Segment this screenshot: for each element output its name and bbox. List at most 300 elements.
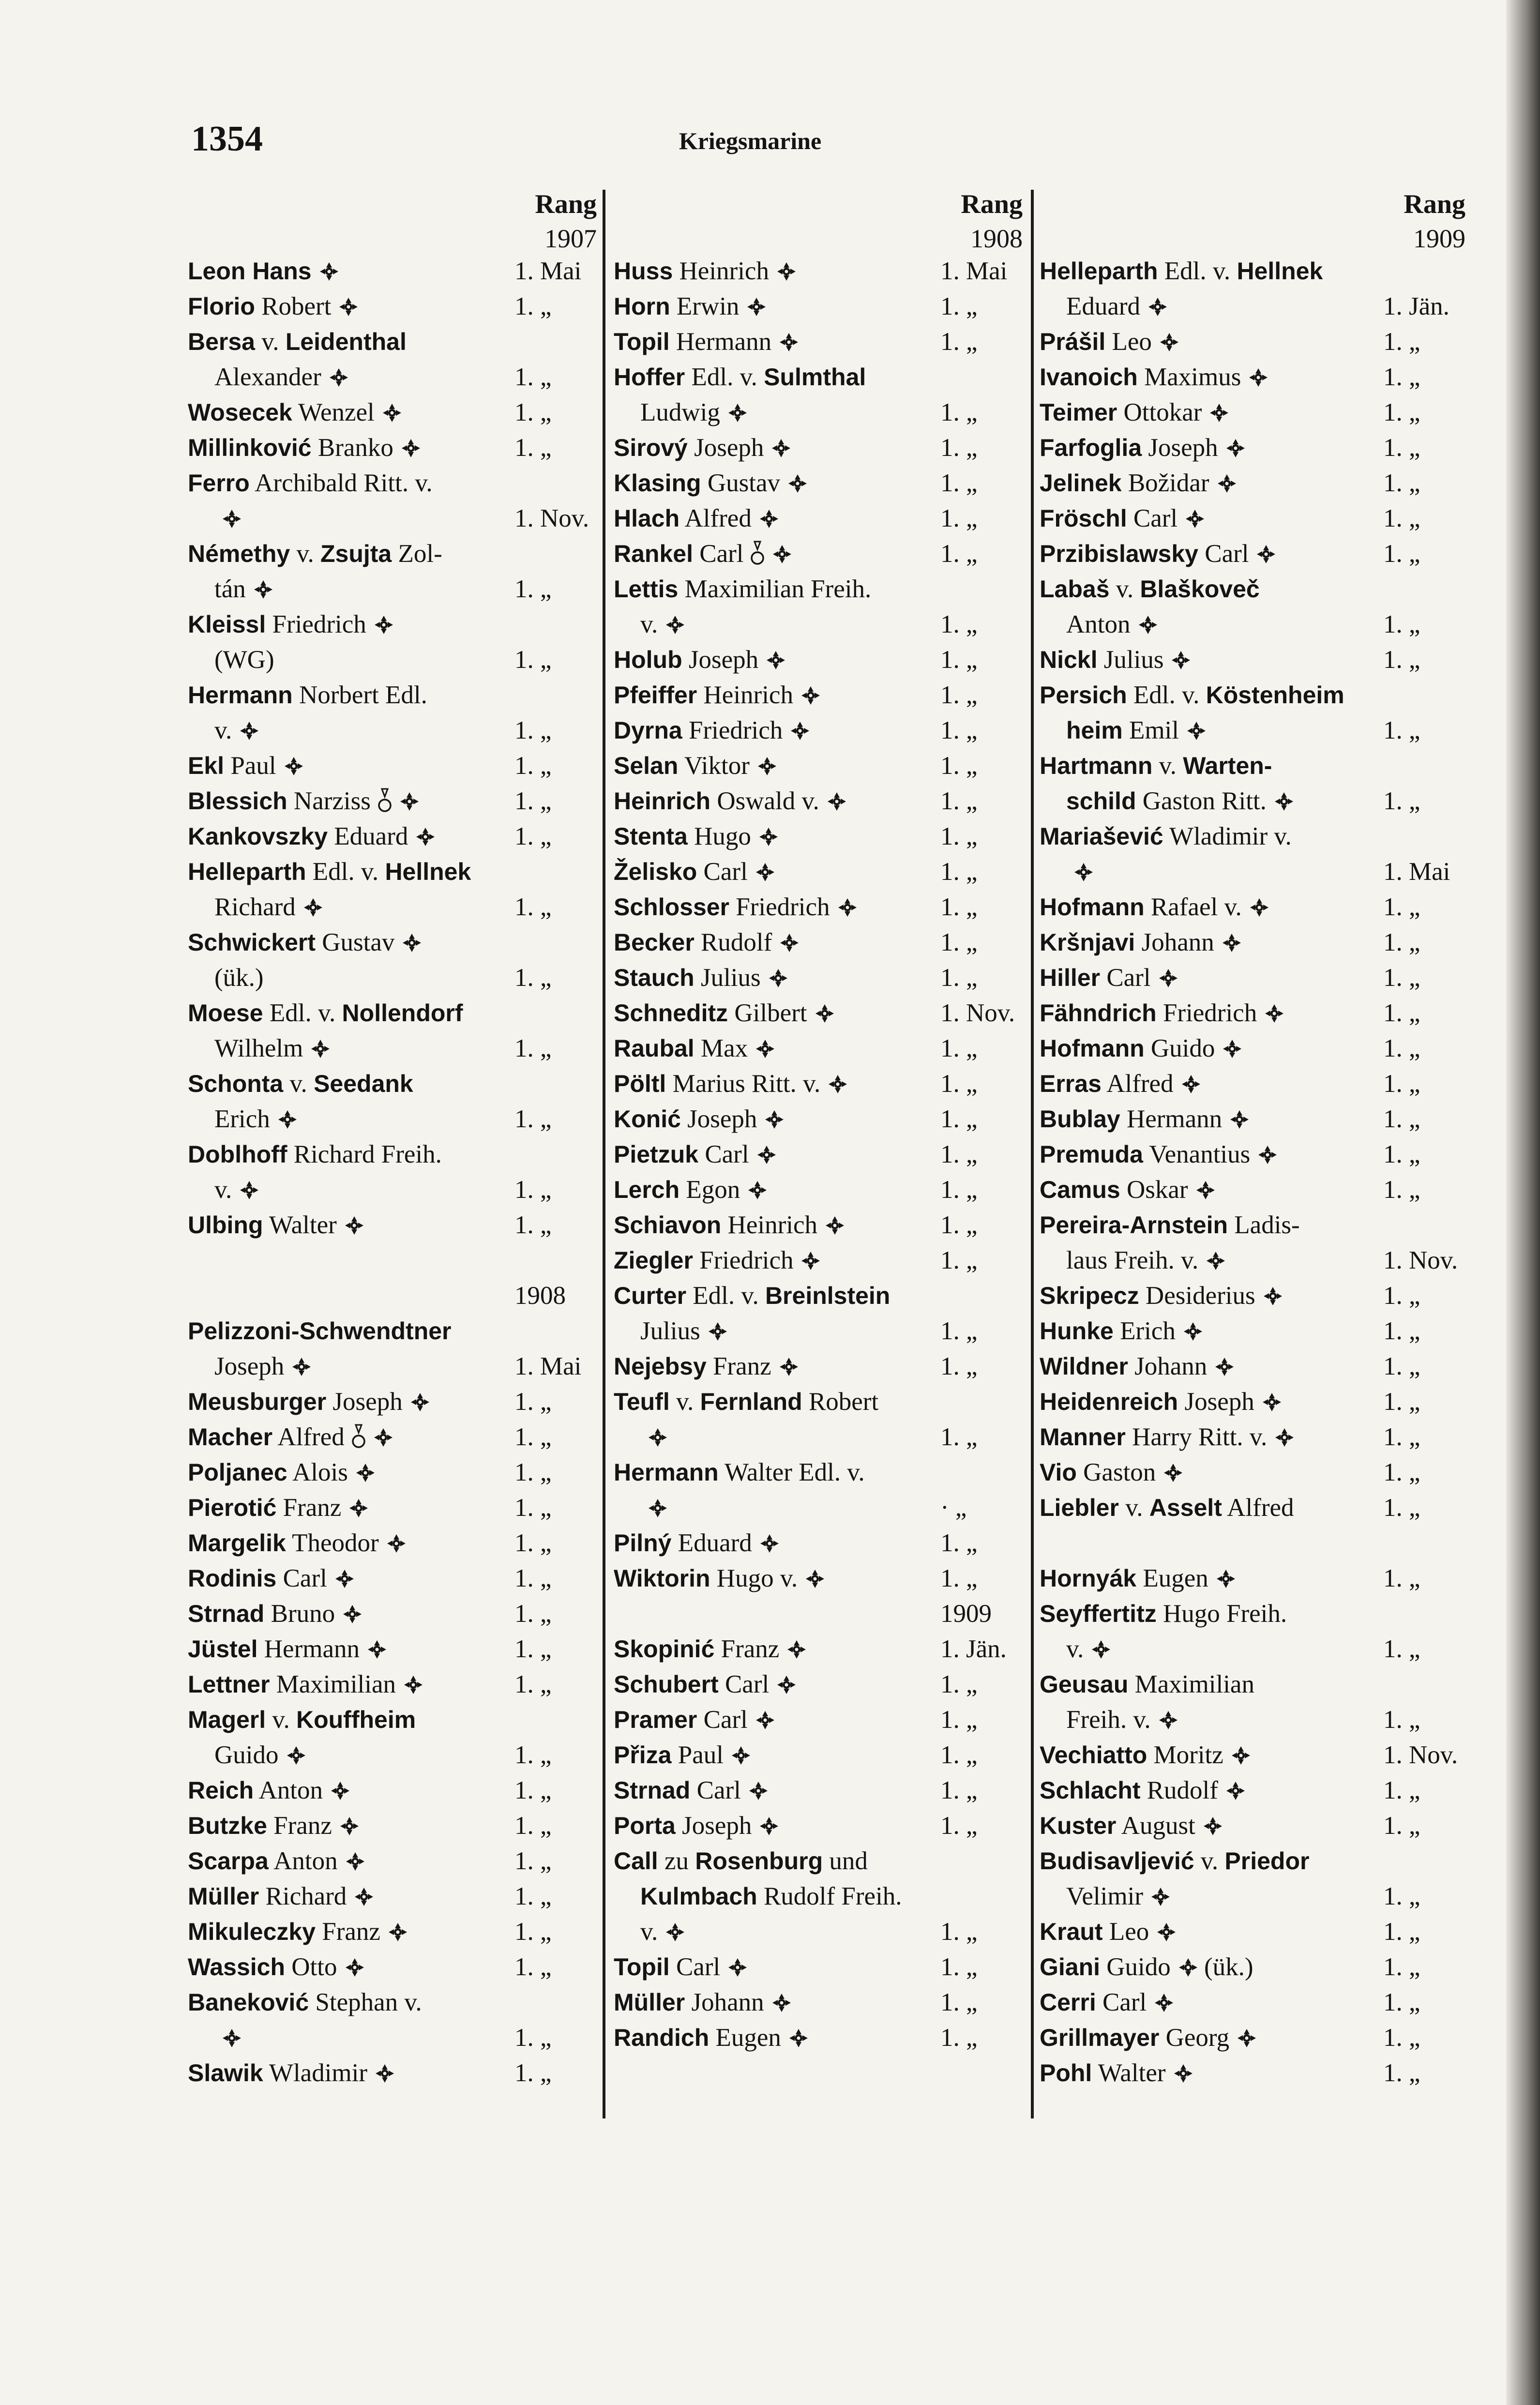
cross-decoration-icon — [790, 721, 810, 741]
name-text: Guido — [1144, 1034, 1215, 1062]
rank-date: 1. „ — [1383, 1953, 1420, 1981]
cross-decoration-icon — [1275, 1428, 1294, 1447]
cross-decoration-icon — [254, 580, 273, 599]
rank-date: 1. „ — [514, 1670, 552, 1698]
roster-entry — [1040, 1384, 1465, 1420]
roster-entry — [188, 1950, 597, 1985]
rank-date: 1. „ — [940, 1211, 978, 1239]
officer-name — [614, 536, 792, 572]
roster-entry — [614, 466, 1023, 501]
officer-name — [1040, 890, 1269, 925]
name-text: Wilhelm — [214, 1034, 303, 1062]
name-text: Gustav — [316, 928, 395, 956]
rank-date: 1. „ — [1383, 1388, 1420, 1416]
name-text: Emil — [1122, 716, 1179, 744]
cross-decoration-icon — [1196, 1180, 1215, 1200]
cross-decoration-icon — [1171, 650, 1191, 670]
officer-name — [614, 1526, 779, 1561]
roster-entry-continuation — [614, 607, 1023, 642]
cross-decoration-icon — [1183, 1322, 1203, 1341]
roster-entry-continuation — [188, 360, 597, 395]
surname: Florio — [188, 293, 255, 320]
rank-date: 1. „ — [940, 1529, 978, 1557]
name-text: v. — [1152, 752, 1183, 780]
roster-entry — [614, 819, 1023, 854]
officer-name — [614, 996, 834, 1031]
surname: Stenta — [614, 823, 688, 850]
surname: Fähndrich — [1040, 999, 1157, 1027]
surname: Sulmthal — [764, 363, 866, 391]
roster-entry — [1040, 1172, 1465, 1208]
cross-decoration-icon — [1256, 545, 1276, 564]
roster-entry — [188, 819, 597, 854]
surname: Kankovszky — [188, 823, 328, 850]
rank-date: 1. „ — [1383, 1282, 1420, 1310]
surname: Sirový — [614, 434, 688, 461]
surname: Mariašević — [1040, 823, 1163, 850]
name-text: Edl. v. — [1127, 681, 1206, 709]
surname: Přiza — [614, 1741, 672, 1769]
rank-date: 1. „ — [940, 1706, 978, 1734]
rank-date: 1. „ — [1383, 1317, 1420, 1345]
rank-date: 1. „ — [940, 1246, 978, 1274]
roster-entry-continuation — [188, 1738, 597, 1773]
officer-name — [1040, 536, 1276, 572]
roster-entry — [188, 324, 597, 360]
cross-decoration-icon — [805, 1569, 825, 1588]
rank-date: 1. „ — [1383, 1988, 1420, 2016]
name-text: Gaston Ritt. — [1136, 787, 1267, 815]
cross-decoration-icon — [367, 1640, 387, 1659]
medal-icon — [351, 1424, 366, 1450]
roster-entry — [188, 1844, 597, 1879]
cross-decoration-icon — [759, 827, 778, 847]
rank-date: 1. „ — [514, 1211, 552, 1239]
roster-entry-continuation — [188, 572, 597, 607]
roster-entry — [614, 1738, 1023, 1773]
name-text: Carl — [1127, 504, 1178, 532]
cross-decoration-icon — [1163, 1463, 1183, 1482]
officer-name — [188, 1384, 430, 1420]
officer-name — [1040, 2056, 1193, 2091]
officer-name — [614, 1950, 747, 1985]
officer-name — [1040, 254, 1323, 289]
rank-date: 1. „ — [1383, 787, 1420, 815]
roster-entry — [614, 1208, 1023, 1243]
surname: Rankel — [614, 540, 693, 567]
officer-name — [614, 1632, 806, 1667]
roster-entry — [188, 1702, 597, 1738]
name-text: Alfred — [679, 504, 752, 532]
name-text: v. — [1118, 1494, 1149, 1522]
surname: Doblhoff — [188, 1141, 287, 1168]
roster-entry — [614, 572, 1023, 607]
rank-date: 1. „ — [1383, 1706, 1420, 1734]
rank-date: 1. „ — [1383, 1776, 1420, 1804]
roster-entry-continuation — [188, 713, 597, 748]
surname: Millinković — [188, 434, 312, 461]
roster-entry-continuation — [1040, 1702, 1465, 1738]
roster-entry — [614, 536, 1023, 572]
surname: Klasing — [614, 469, 701, 497]
cross-decoration-icon — [354, 1887, 374, 1906]
name-text: Archibald Ritt. v. — [249, 469, 433, 497]
surname: Nickl — [1040, 646, 1098, 673]
column-header — [614, 184, 1023, 254]
surname: Butzke — [188, 1812, 267, 1839]
surname: heim — [1066, 717, 1123, 744]
surname: Hermann — [188, 681, 293, 709]
name-text: Edl. v. — [1158, 257, 1237, 285]
surname: Reich — [188, 1777, 254, 1804]
surname: Wiktorin — [614, 1565, 710, 1592]
roster-entry-continuation — [614, 1314, 1023, 1349]
officer-name — [1040, 501, 1205, 536]
officer-name — [214, 642, 274, 678]
officer-name — [614, 925, 799, 960]
surname: Huss — [614, 257, 673, 285]
officer-name — [188, 996, 463, 1031]
surname: Randich — [614, 2024, 710, 2051]
officer-name — [188, 1490, 368, 1526]
roster-entry — [614, 1243, 1023, 1278]
name-text: Venantius — [1143, 1140, 1251, 1168]
officer-name — [1040, 748, 1272, 784]
cross-decoration-icon — [777, 1675, 796, 1694]
rank-date: 1. „ — [1383, 646, 1420, 674]
column-header — [188, 184, 597, 254]
surname: Ekl — [188, 752, 225, 779]
name-text: Erwin — [670, 292, 740, 320]
cross-decoration-icon — [356, 1463, 375, 1482]
rank-date: 1. „ — [1383, 504, 1420, 532]
surname: Holub — [614, 646, 682, 673]
roster-entry-continuation — [188, 890, 597, 925]
surname: Call — [614, 1847, 658, 1875]
surname: Lettis — [614, 575, 679, 603]
roster-entry — [1040, 1596, 1465, 1632]
cross-decoration-icon — [1151, 1887, 1170, 1906]
name-text: Gustav — [701, 469, 780, 497]
rank-date: 1. „ — [1383, 1812, 1420, 1840]
cross-decoration-icon — [1157, 1922, 1176, 1942]
surname: Persich — [1040, 681, 1127, 709]
officer-name — [214, 572, 273, 607]
officer-name — [1040, 1208, 1300, 1243]
surname: Schonta — [188, 1070, 284, 1097]
cross-decoration-icon — [788, 474, 807, 493]
surname: Fröschl — [1040, 505, 1127, 532]
cross-decoration-icon — [665, 615, 685, 635]
cross-decoration-icon — [755, 1039, 775, 1059]
cross-decoration-icon — [825, 1216, 845, 1235]
officer-name — [188, 784, 419, 819]
roster-entry — [1040, 819, 1465, 854]
surname: Pramer — [614, 1706, 697, 1733]
surname: Geusau — [1040, 1671, 1129, 1698]
cross-decoration-icon — [1265, 1004, 1284, 1023]
surname: Helleparth — [1040, 257, 1158, 285]
surname: Lerch — [614, 1176, 680, 1203]
rank-date: 1. „ — [940, 1105, 978, 1133]
name-text: Hermann — [1120, 1105, 1223, 1133]
roster-entry — [188, 2056, 597, 2091]
officer-name — [1040, 572, 1260, 607]
name-text: Maximilian — [270, 1670, 396, 1698]
roster-entry-continuation — [614, 1490, 1023, 1526]
name-text: (ük.) — [1197, 1953, 1253, 1981]
rank-date: 1. „ — [1383, 2024, 1420, 2052]
rank-date: 1. „ — [1383, 1176, 1420, 1204]
rank-date: 1. „ — [514, 575, 552, 603]
rank-date: 1. „ — [514, 1776, 552, 1804]
name-text: Heinrich — [673, 257, 769, 285]
rank-date: 1. „ — [514, 964, 552, 992]
name-text: Georg — [1159, 2024, 1230, 2052]
roster-entry — [188, 1773, 597, 1808]
rank-date: 1. „ — [1383, 469, 1420, 497]
officer-name — [188, 324, 407, 360]
rank-date: 1. „ — [940, 1070, 978, 1098]
roster-entry — [188, 925, 597, 960]
officer-name — [1066, 713, 1206, 748]
officer-name — [1040, 1137, 1277, 1172]
officer-name — [188, 1844, 365, 1879]
cross-decoration-icon — [1230, 1110, 1249, 1129]
surname: Konić — [614, 1105, 681, 1133]
officer-name — [188, 1667, 423, 1702]
cross-decoration-icon — [1091, 1640, 1111, 1659]
rank-date: 1. „ — [940, 858, 978, 886]
name-text: Carl — [276, 1564, 327, 1592]
rank-date: 1. „ — [940, 1423, 978, 1451]
officer-name — [1040, 678, 1344, 713]
roster-entry — [188, 536, 597, 572]
name-text: Eduard — [1066, 292, 1141, 320]
running-head: Kriegsmarine — [679, 127, 822, 154]
cross-decoration-icon — [1178, 1958, 1198, 1977]
surname: Breinlstein — [765, 1282, 891, 1309]
surname: Magerl — [188, 1706, 266, 1733]
surname: Hornyák — [1040, 1565, 1137, 1592]
cross-decoration-icon — [1250, 898, 1269, 917]
officer-name — [188, 1914, 408, 1950]
cross-decoration-icon — [779, 333, 799, 352]
rank-date: 1. „ — [1383, 1494, 1420, 1522]
rank-date: 1. Mai — [514, 257, 582, 285]
roster-entry — [1040, 1278, 1465, 1314]
officer-name — [188, 854, 471, 890]
surname: Giani — [1040, 1953, 1101, 1981]
cross-decoration-icon — [765, 1110, 784, 1129]
cross-decoration-icon — [222, 2028, 242, 2048]
name-text: Franz — [267, 1812, 332, 1840]
officer-name — [1040, 1667, 1254, 1702]
name-text: Maximilian — [1128, 1670, 1254, 1698]
name-text: Ottokar — [1117, 398, 1202, 426]
roster-entry-continuation — [188, 2020, 597, 2056]
rank-date: 1. „ — [514, 822, 552, 850]
roster-entry — [1040, 1950, 1465, 1985]
cross-decoration-icon — [771, 439, 791, 458]
cross-decoration-icon — [400, 792, 419, 811]
name-text: Oswald v. — [710, 787, 819, 815]
surname: Raubal — [614, 1035, 695, 1062]
name-text: v. — [1066, 1635, 1084, 1663]
roster-entry — [188, 289, 597, 324]
officer-name — [614, 678, 820, 713]
officer-name — [1040, 1596, 1287, 1632]
name-text: Rudolf — [694, 928, 772, 956]
rank-date: 1. „ — [940, 893, 978, 921]
roster-entry-continuation — [188, 1349, 597, 1384]
roster-entry — [614, 890, 1023, 925]
officer-name — [214, 713, 259, 748]
roster-entry — [188, 1490, 597, 1526]
roster-entry — [614, 925, 1023, 960]
surname: Ulbing — [188, 1211, 263, 1239]
officer-name — [188, 1455, 375, 1490]
name-text: v. — [266, 1706, 296, 1734]
name-text: Harry Ritt. v. — [1125, 1423, 1268, 1451]
cross-decoration-icon — [759, 509, 779, 529]
roster-entry — [614, 1561, 1023, 1596]
roster-entry-continuation — [1040, 854, 1465, 890]
roster-entry — [1040, 1066, 1465, 1102]
surname: Ferro — [188, 469, 250, 497]
surname: Labaš — [1040, 575, 1110, 603]
officer-name — [1040, 960, 1178, 996]
roster-entry — [614, 2020, 1023, 2056]
cross-decoration-icon — [757, 1145, 776, 1165]
cross-decoration-icon — [665, 1922, 685, 1942]
surname: Strnad — [188, 1600, 265, 1627]
roster-entry — [188, 784, 597, 819]
officer-name — [1066, 854, 1093, 890]
officer-name — [1040, 1773, 1245, 1808]
surname: Hellnek — [1237, 257, 1323, 285]
surname: Wildner — [1040, 1353, 1128, 1380]
name-text: August — [1116, 1812, 1195, 1840]
name-text: Rafael v. — [1144, 893, 1242, 921]
name-text: Wladimir v. — [1163, 822, 1292, 850]
name-text: Franz — [316, 1918, 380, 1946]
medal-icon — [377, 788, 392, 814]
rank-date: 1. „ — [514, 1741, 552, 1769]
rank-date: 1. „ — [514, 1176, 552, 1204]
roster-entry-continuation — [614, 1420, 1023, 1455]
name-text: Richard — [214, 893, 296, 921]
roster-entry — [188, 1985, 597, 2020]
name-text: Eugen — [709, 2024, 781, 2052]
rank-date: 1. „ — [940, 469, 978, 497]
officer-name — [214, 1738, 306, 1773]
roster-entry-continuation — [614, 1914, 1023, 1950]
rank-date: 1. „ — [940, 1741, 978, 1769]
officer-name — [1040, 1066, 1201, 1102]
rank-date: 1. „ — [514, 1034, 552, 1062]
cross-decoration-icon — [1215, 1357, 1234, 1376]
rank-date: 1. „ — [514, 893, 552, 921]
cross-decoration-icon — [402, 933, 422, 953]
name-text: Wenzel — [292, 398, 375, 426]
officer-name — [1040, 1985, 1174, 2020]
roster-entry — [188, 1914, 597, 1950]
name-text: Zol- — [392, 540, 442, 568]
name-text: Oskar — [1120, 1176, 1188, 1204]
roster-entry — [614, 501, 1023, 536]
name-text: Carl — [1198, 540, 1249, 568]
name-text: Robert — [255, 292, 332, 320]
officer-name — [188, 1137, 442, 1172]
officer-name — [188, 1596, 362, 1632]
roster-entry — [1040, 2056, 1465, 2091]
name-text: Joseph — [680, 1105, 757, 1133]
roster-entry — [614, 1102, 1023, 1137]
cross-decoration-icon — [345, 1958, 364, 1977]
officer-name — [1040, 2020, 1256, 2056]
rank-date: 1. „ — [1383, 1140, 1420, 1168]
roster-entry — [188, 1879, 597, 1914]
officer-name — [188, 819, 435, 854]
roster-entry — [1040, 360, 1465, 395]
name-text: Walter — [1092, 2059, 1166, 2087]
cross-decoration-icon — [292, 1357, 311, 1376]
name-text: Alfred — [272, 1423, 345, 1451]
cross-decoration-icon — [345, 1216, 364, 1235]
name-text: Norbert Edl. — [292, 681, 427, 709]
name-text: Joseph — [214, 1352, 285, 1380]
roster-entry — [1040, 1102, 1465, 1137]
name-text: Edl. v. — [306, 858, 385, 886]
surname: Fernland — [700, 1388, 802, 1415]
rank-date: 1. „ — [514, 1918, 552, 1946]
cross-decoration-icon — [349, 1498, 368, 1518]
roster-entry — [614, 1066, 1023, 1102]
roster-entry-continuation — [188, 960, 597, 996]
name-text: Alfred — [1101, 1070, 1174, 1098]
surname: Macher — [188, 1423, 273, 1451]
officer-name — [614, 324, 799, 360]
name-text: Moritz — [1147, 1741, 1223, 1769]
officer-name — [188, 536, 442, 572]
roster-entry — [614, 324, 1023, 360]
surname: Rodinis — [188, 1565, 277, 1592]
officer-name — [1040, 1455, 1183, 1490]
officer-name — [614, 1172, 767, 1208]
name-text: Hermann — [257, 1635, 360, 1663]
name-text: Paul — [224, 752, 276, 780]
name-text: Carl — [718, 1670, 770, 1698]
rank-date: 1. „ — [514, 1882, 552, 1910]
year-subheading — [614, 1596, 1023, 1632]
rang-label: Rang — [961, 189, 1023, 219]
surname: Grillmayer — [1040, 2024, 1160, 2051]
rank-date: 1. „ — [514, 1458, 552, 1486]
roster-entry — [614, 713, 1023, 748]
name-text: Carl — [698, 1140, 749, 1168]
rank-date: 1. „ — [1383, 1423, 1420, 1451]
roster-entry-continuation — [188, 1102, 597, 1137]
roster-entry — [1040, 254, 1465, 289]
surname: Helleparth — [188, 858, 306, 885]
cross-decoration-icon — [772, 1993, 791, 2012]
year-label: 1909 — [940, 1600, 992, 1628]
officer-name — [640, 395, 747, 430]
name-text: Joseph — [687, 434, 764, 462]
spacer-row — [188, 1243, 597, 1278]
rank-date: 1. „ — [940, 1317, 978, 1345]
